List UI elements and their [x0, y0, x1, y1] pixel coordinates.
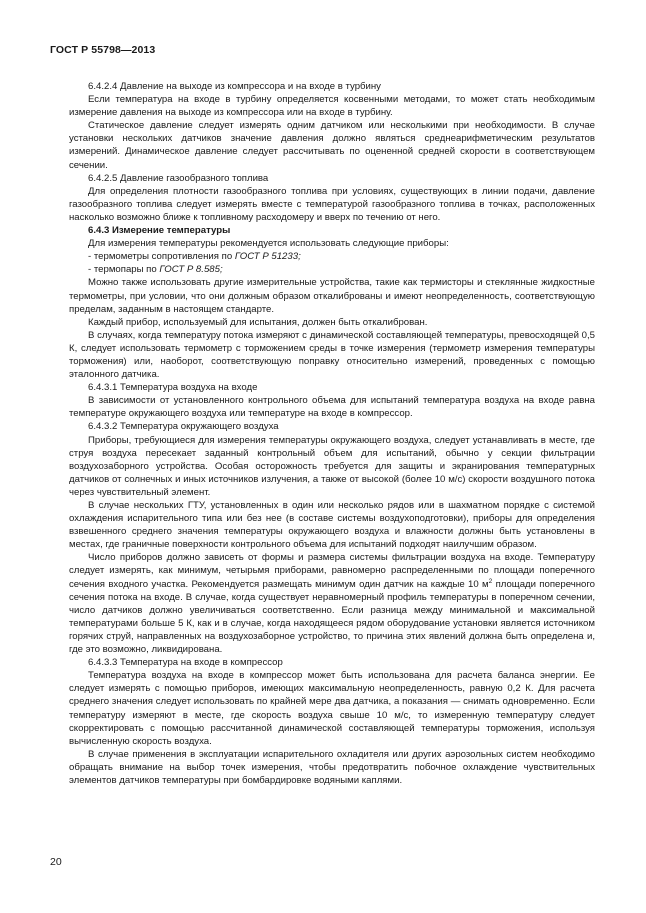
standard-reference: ГОСТ Р 51233; [234, 251, 301, 263]
section-heading-6-4-2-4: 6.4.2.4 Давление на выходе из компрессора и на входе в турбину [88, 81, 381, 92]
paragraph: В случае нескольких ГТУ, установленных в один или несколько рядов или в шахматном порядке с системой охлаждения испарительного типа или без нее (в составе системы воздухоподготовки), приборы для определения взвешенного среднего значения температуры окружающего воздуха и влажности должны быть установлены в местах, где граничные поверхности контрольного объема для испытаний подходят наилучшим образом. [69, 500, 595, 551]
paragraph: В зависимости от установленного контрольного объема для испытаний температура воздуха на входе равна температуре окружающего воздуха или температуре на входе в компрессор. [69, 395, 595, 420]
paragraph: Можно также использовать другие измерительные устройства, такие как термисторы и стеклянные жидкостные термометры, при условии, что они должным образом откалиброваны и имеют неопределенность, соответствующую пределам, заданным в настоящем стандарте. [69, 277, 595, 315]
list-item-text: - термопары по [88, 264, 160, 276]
section-heading-6-4-3-1: 6.4.3.1 Температура воздуха на входе [88, 382, 258, 394]
list-item-text: - термометры сопротивления по [88, 251, 235, 263]
paragraph: Температура воздуха на входе в компрессор может быть использована для расчета баланса энергии. Ее следует измерять с помощью приборов, имеющих максимальную неопределенность, равную 0,2 К. Для расчета среднего значения следует использовать по крайней мере два датчика, а показания — снимать одновременно. Если температуру измеряют в месте, где скорость воздуха свыше 10 м/с, то измеренную температуру следует скорректировать с помощью рассчитанной динамической составляющей температуры торможения, используя вычисленную скорость воздуха. [69, 670, 595, 747]
page-header: ГОСТ Р 55798—2013 [50, 44, 156, 56]
paragraph: В случаях, когда температуру потока измеряют с динамической составляющей температуры, превосходящей 0,5 К, следует использовать термометр с торможением среды в точке измерения (термометр измерения температуры торможения) или, наоборот, соответствующую поправку относительно измерений, проведенных с помощью эталонного датчика. [69, 329, 595, 381]
paragraph: Приборы, требующиеся для измерения температуры окружающего воздуха, следует устанавливать в месте, где струя воздуха пересекает заданный контрольный объем для испытаний, обычно у секции фильтрации воздухозаборного устройства. Особая осторожность требуется для защиты и экранирования температурных датчиков от солнечных и иных источников излучения, а также от высокой (более 10 м/с) скорости воздушного потока через чувствительный элемент. [69, 434, 595, 498]
page-number: 20 [50, 856, 62, 868]
document-body [69, 80, 595, 787]
list-item [69, 250, 595, 263]
section-heading-6-4-3-2: 6.4.3.2 Температура окружающего воздуха [88, 421, 279, 433]
paragraph: В случае применения в эксплуатации испарительного охладителя или других аэрозольных систем необходимо обращать внимание на выбор точек измерения, чтобы предотвратить побочное охлаждение чувствительных элементов датчиков температуры при бомбардировке водяными каплями. [69, 748, 595, 786]
paragraph-text: площади поперечного сечения потока на входе. В случае, когда существует неравномерный профиль температуры в поперечном сечении, число датчиков должно увеличиваться соответственно. Если разница между минимальной и максимальной температурами больше 5 К, как и в случае, когда находящееся рядом оборудование установки является источником горячих струй, направленных на воздухозаборное устройство, то причина этих явлений должна быть определена и, где это возможно, ликвидирована. [69, 578, 595, 656]
paragraph [69, 551, 595, 656]
paragraph: Статическое давление следует измерять одним датчиком или несколькими при необходимости. В случае установки нескольких датчиков значение давления должно являться среднеарифметическим результатов измерений. Динамическое давление следует рассчитывать по оцененной средней скорости в соответствующем сечении. [69, 120, 595, 171]
list-item [69, 263, 595, 276]
section-heading-6-4-3: 6.4.3 Измерение температуры [88, 225, 231, 237]
superscript: 2 [488, 577, 493, 585]
paragraph: Для измерения температуры рекомендуется использовать следующие приборы: [88, 238, 449, 250]
paragraph: Если температура на входе в турбину определяется косвенными методами, то может стать необходимым измерение давления на выходе из компрессора или на входе в турбину. [69, 94, 595, 119]
paragraph: Каждый прибор, используемый для испытания, должен быть откалиброван. [88, 316, 428, 328]
section-heading-6-4-3-3: 6.4.3.3 Температура на входе в компрессор [88, 657, 283, 669]
section-heading-6-4-2-5: 6.4.2.5 Давление газообразного топлива [88, 172, 269, 184]
paragraph-text: Число приборов должно зависеть от формы и размера системы фильтрации воздуха на входе. Температуру следует измерять, как минимум, четырьмя приборами, равномерно распределенными по площади поперечного сечения входного участка. Рекомендуется размещать минимум один датчик на каждые 10 м [69, 552, 595, 590]
standard-reference: ГОСТ Р 8.585; [159, 264, 223, 276]
paragraph: Для определения плотности газообразного топлива при условиях, существующих в линии подачи, давление газообразного топлива следует измерять вместе с температурой газообразного топлива в точках, расположенных насколько возможно ближе к топливному расходомеру и вверх по течению от него. [69, 185, 595, 223]
